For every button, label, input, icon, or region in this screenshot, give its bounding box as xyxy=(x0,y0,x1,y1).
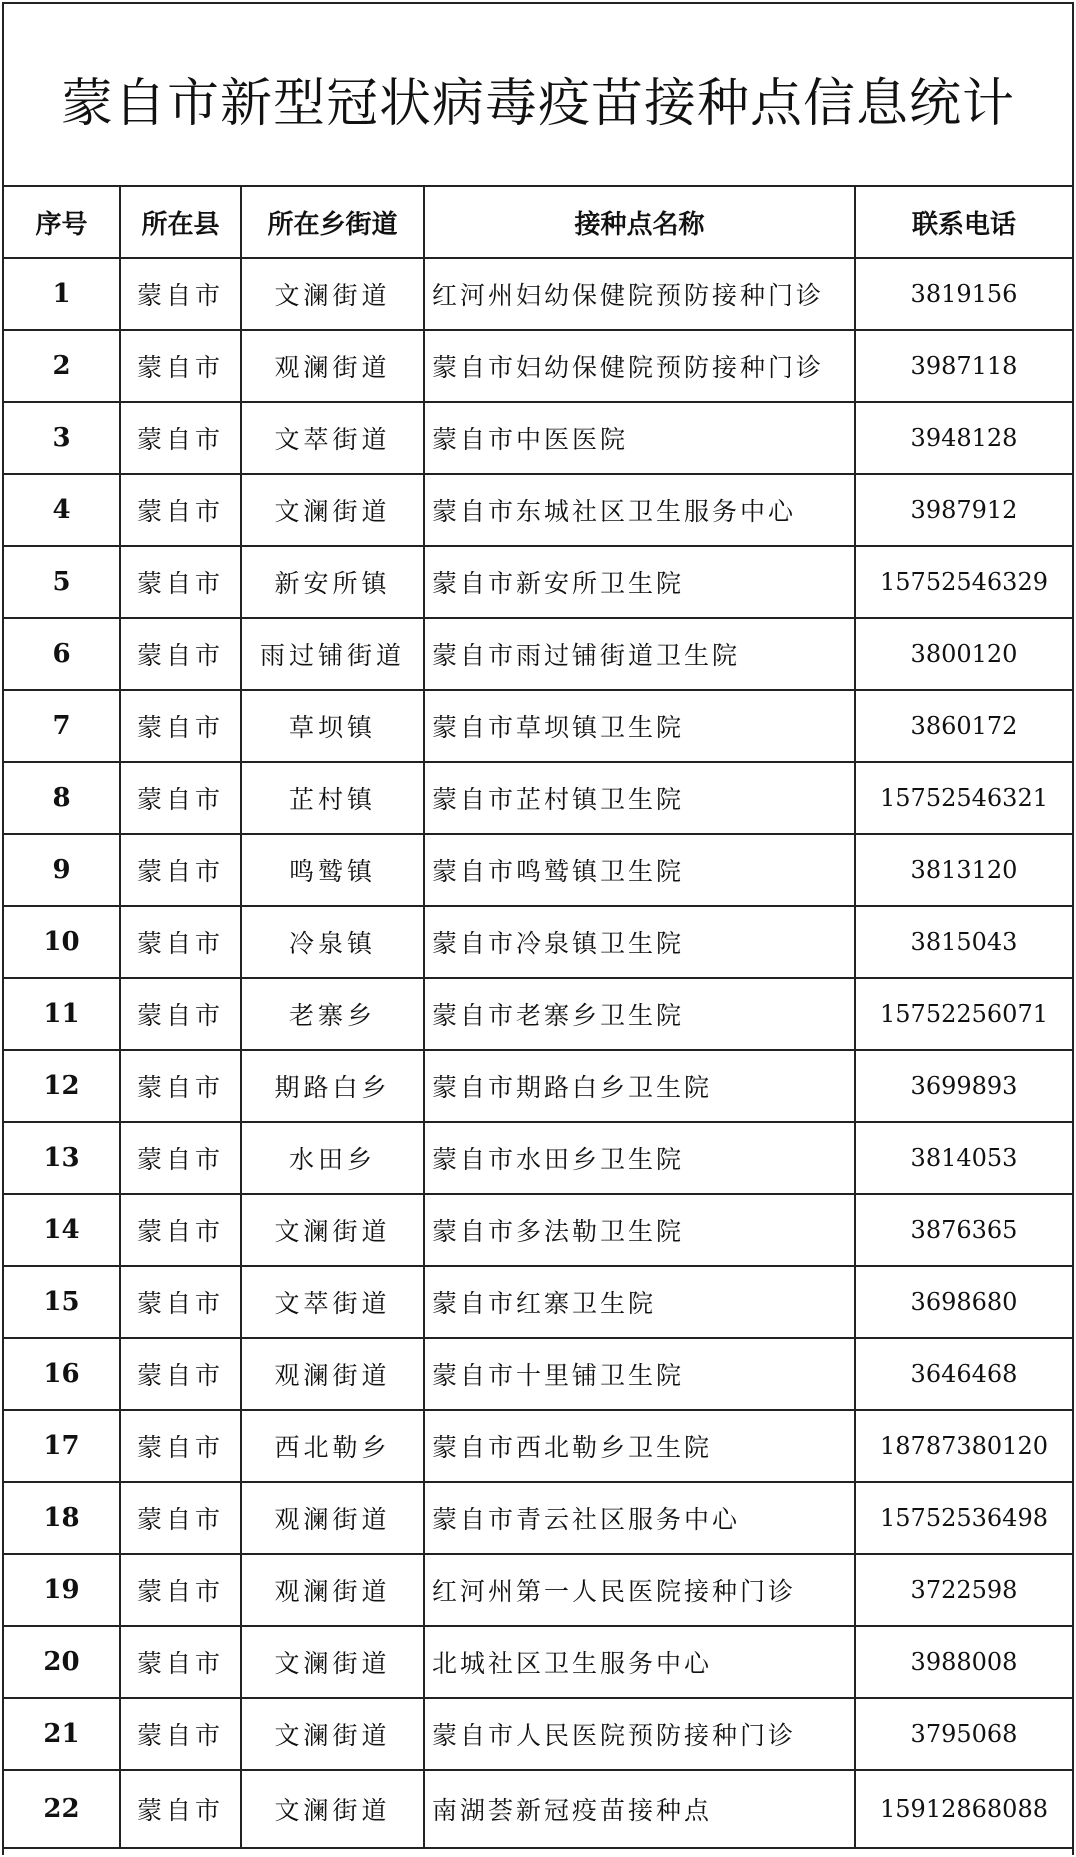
cell-phone: 3698680 xyxy=(855,1266,1072,1338)
header-street: 所在乡街道 xyxy=(241,187,424,258)
cell-site-name: 蒙自市新安所卫生院 xyxy=(424,546,855,618)
cell-street: 观澜街道 xyxy=(241,330,424,402)
cell-county: 蒙自市 xyxy=(120,1482,241,1554)
cell-phone: 3948128 xyxy=(855,402,1072,474)
table-row xyxy=(4,1482,1072,1554)
cell-street: 水田乡 xyxy=(241,1122,424,1194)
cell-county: 蒙自市 xyxy=(120,762,241,834)
cell-street: 文澜街道 xyxy=(241,1194,424,1266)
table-row xyxy=(4,258,1072,330)
table-row xyxy=(4,1554,1072,1626)
cell-site-name: 南湖荟新冠疫苗接种点 xyxy=(424,1770,855,1848)
cell-county: 蒙自市 xyxy=(120,1122,241,1194)
cell-county: 蒙自市 xyxy=(120,1338,241,1410)
table-row xyxy=(4,1626,1072,1698)
cell-index: 14 xyxy=(4,1194,120,1266)
cell-phone: 15752546321 xyxy=(855,762,1072,834)
cell-street: 文萃街道 xyxy=(241,1266,424,1338)
cell-index: 5 xyxy=(4,546,120,618)
table-row xyxy=(4,546,1072,618)
cell-county: 蒙自市 xyxy=(120,1554,241,1626)
table-row xyxy=(4,474,1072,546)
cell-county: 蒙自市 xyxy=(120,1266,241,1338)
cell-street: 观澜街道 xyxy=(241,1554,424,1626)
cell-phone: 3876365 xyxy=(855,1194,1072,1266)
cell-phone: 3800120 xyxy=(855,618,1072,690)
cell-street: 芷村镇 xyxy=(241,762,424,834)
cell-index: 22 xyxy=(4,1770,120,1848)
cell-index: 2 xyxy=(4,330,120,402)
cell-index: 19 xyxy=(4,1554,120,1626)
cell-site-name: 蒙自市中医医院 xyxy=(424,402,855,474)
table-row xyxy=(4,1266,1072,1338)
table-row xyxy=(4,330,1072,402)
cell-street: 文澜街道 xyxy=(241,258,424,330)
cell-index: 21 xyxy=(4,1698,120,1770)
cell-site-name: 北城社区卫生服务中心 xyxy=(424,1626,855,1698)
cell-street: 草坝镇 xyxy=(241,690,424,762)
cell-phone: 15752536498 xyxy=(855,1482,1072,1554)
cell-county: 蒙自市 xyxy=(120,1194,241,1266)
cell-street: 期路白乡 xyxy=(241,1050,424,1122)
table-row xyxy=(4,1770,1072,1848)
header-site: 接种点名称 xyxy=(424,187,855,258)
cell-index: 8 xyxy=(4,762,120,834)
cell-site-name: 蒙自市芷村镇卫生院 xyxy=(424,762,855,834)
cell-site-name: 蒙自市冷泉镇卫生院 xyxy=(424,906,855,978)
table-row xyxy=(4,1194,1072,1266)
cell-index: 7 xyxy=(4,690,120,762)
cell-site-name: 蒙自市鸣鹫镇卫生院 xyxy=(424,834,855,906)
cell-phone: 3722598 xyxy=(855,1554,1072,1626)
table-row xyxy=(4,690,1072,762)
cell-index: 20 xyxy=(4,1626,120,1698)
table-row xyxy=(4,762,1072,834)
cell-phone: 15752256071 xyxy=(855,978,1072,1050)
cell-county: 蒙自市 xyxy=(120,1050,241,1122)
cell-index: 12 xyxy=(4,1050,120,1122)
cell-site-name: 蒙自市雨过铺街道卫生院 xyxy=(424,618,855,690)
cell-county: 蒙自市 xyxy=(120,330,241,402)
cell-site-name: 红河州妇幼保健院预防接种门诊 xyxy=(424,258,855,330)
cell-phone: 15912868088 xyxy=(855,1770,1072,1848)
cell-site-name: 蒙自市妇幼保健院预防接种门诊 xyxy=(424,330,855,402)
cell-index: 18 xyxy=(4,1482,120,1554)
cell-index: 3 xyxy=(4,402,120,474)
cell-site-name: 蒙自市东城社区卫生服务中心 xyxy=(424,474,855,546)
cell-street: 文澜街道 xyxy=(241,1770,424,1848)
table-row xyxy=(4,1410,1072,1482)
cell-street: 文澜街道 xyxy=(241,474,424,546)
table-row xyxy=(4,906,1072,978)
table-row xyxy=(4,1050,1072,1122)
cell-phone: 3988008 xyxy=(855,1626,1072,1698)
cell-phone: 3987912 xyxy=(855,474,1072,546)
cell-phone: 3699893 xyxy=(855,1050,1072,1122)
cell-county: 蒙自市 xyxy=(120,1626,241,1698)
cell-street: 文萃街道 xyxy=(241,402,424,474)
cell-site-name: 蒙自市青云社区服务中心 xyxy=(424,1482,855,1554)
cell-phone: 3860172 xyxy=(855,690,1072,762)
cell-street: 新安所镇 xyxy=(241,546,424,618)
cell-phone: 15752546329 xyxy=(855,546,1072,618)
cell-street: 文澜街道 xyxy=(241,1626,424,1698)
cell-phone: 3813120 xyxy=(855,834,1072,906)
cell-site-name: 蒙自市人民医院预防接种门诊 xyxy=(424,1698,855,1770)
cell-street: 西北勒乡 xyxy=(241,1410,424,1482)
cell-county: 蒙自市 xyxy=(120,834,241,906)
cell-street: 老寨乡 xyxy=(241,978,424,1050)
title-box xyxy=(4,4,1072,187)
cell-county: 蒙自市 xyxy=(120,1770,241,1848)
cell-site-name: 蒙自市西北勒乡卫生院 xyxy=(424,1410,855,1482)
cell-index: 6 xyxy=(4,618,120,690)
cell-county: 蒙自市 xyxy=(120,474,241,546)
cell-index: 11 xyxy=(4,978,120,1050)
cell-phone: 18787380120 xyxy=(855,1410,1072,1482)
table-row xyxy=(4,618,1072,690)
cell-street: 冷泉镇 xyxy=(241,906,424,978)
cell-site-name: 蒙自市水田乡卫生院 xyxy=(424,1122,855,1194)
cell-index: 13 xyxy=(4,1122,120,1194)
table-row xyxy=(4,1338,1072,1410)
cell-phone: 3987118 xyxy=(855,330,1072,402)
cell-street: 观澜街道 xyxy=(241,1482,424,1554)
cell-index: 4 xyxy=(4,474,120,546)
cell-county: 蒙自市 xyxy=(120,978,241,1050)
cell-county: 蒙自市 xyxy=(120,258,241,330)
cell-index: 16 xyxy=(4,1338,120,1410)
cell-street: 雨过铺街道 xyxy=(241,618,424,690)
table-row xyxy=(4,978,1072,1050)
cell-site-name: 蒙自市十里铺卫生院 xyxy=(424,1338,855,1410)
table-row xyxy=(4,1122,1072,1194)
cell-site-name: 蒙自市老寨乡卫生院 xyxy=(424,978,855,1050)
cell-street: 鸣鹫镇 xyxy=(241,834,424,906)
cell-index: 1 xyxy=(4,258,120,330)
cell-index: 17 xyxy=(4,1410,120,1482)
header-county: 所在县 xyxy=(120,187,241,258)
cell-street: 观澜街道 xyxy=(241,1338,424,1410)
cell-site-name: 蒙自市草坝镇卫生院 xyxy=(424,690,855,762)
document-sheet xyxy=(2,2,1074,1855)
cell-county: 蒙自市 xyxy=(120,1410,241,1482)
cell-phone: 3815043 xyxy=(855,906,1072,978)
document-title: 蒙自市新型冠状病毒疫苗接种点信息统计 xyxy=(60,74,1015,134)
cell-county: 蒙自市 xyxy=(120,906,241,978)
cell-phone: 3819156 xyxy=(855,258,1072,330)
cell-phone: 3795068 xyxy=(855,1698,1072,1770)
table-row xyxy=(4,1698,1072,1770)
cell-phone: 3814053 xyxy=(855,1122,1072,1194)
cell-county: 蒙自市 xyxy=(120,618,241,690)
cell-index: 15 xyxy=(4,1266,120,1338)
table-row xyxy=(4,834,1072,906)
cell-index: 10 xyxy=(4,906,120,978)
header-index: 序号 xyxy=(4,187,120,258)
cell-street: 文澜街道 xyxy=(241,1698,424,1770)
cell-county: 蒙自市 xyxy=(120,402,241,474)
cell-county: 蒙自市 xyxy=(120,1698,241,1770)
cell-site-name: 蒙自市多法勒卫生院 xyxy=(424,1194,855,1266)
cell-site-name: 蒙自市期路白乡卫生院 xyxy=(424,1050,855,1122)
cell-site-name: 红河州第一人民医院接种门诊 xyxy=(424,1554,855,1626)
table-header-row xyxy=(4,187,1072,258)
cell-site-name: 蒙自市红寨卫生院 xyxy=(424,1266,855,1338)
vaccination-sites-table xyxy=(4,187,1072,1849)
header-phone: 联系电话 xyxy=(855,187,1072,258)
cell-county: 蒙自市 xyxy=(120,690,241,762)
table-row xyxy=(4,402,1072,474)
cell-county: 蒙自市 xyxy=(120,546,241,618)
cell-index: 9 xyxy=(4,834,120,906)
cell-phone: 3646468 xyxy=(855,1338,1072,1410)
